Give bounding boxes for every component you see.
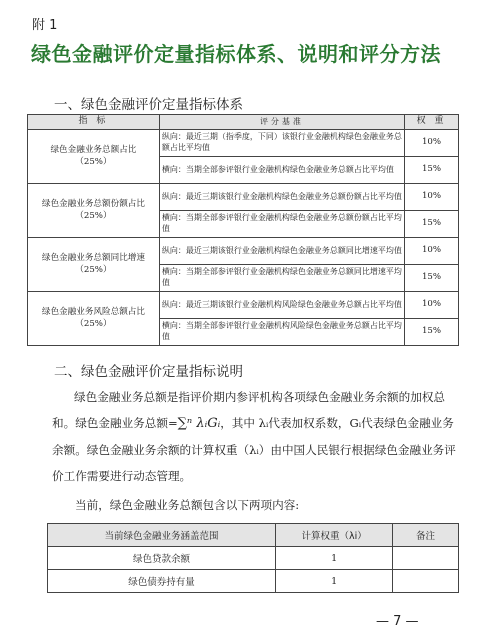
weight-cell: 15% bbox=[405, 265, 459, 292]
indicator-table bbox=[27, 114, 459, 346]
standard-cell: 纵向：最近三期该银行业金融机构绿色金融业务总额同比增速平均值 bbox=[159, 238, 404, 265]
weight-cell: 10% bbox=[405, 130, 459, 157]
weight-cell: 15% bbox=[405, 157, 459, 184]
standard-cell: 纵向：最近三期（指季度，下同）该银行业金融机构绿色金融业务总额占比平均值 bbox=[159, 130, 404, 157]
standard-cell: 横向：当期全部参评银行业金融机构风险绿色金融业务总额占比平均值 bbox=[159, 319, 404, 346]
scope-table bbox=[47, 523, 459, 593]
indicator-name: 绿色金融业务总额占比 bbox=[50, 145, 137, 156]
indicator-cell bbox=[28, 238, 160, 292]
table-row bbox=[28, 238, 459, 265]
indicator-cell bbox=[28, 130, 160, 184]
indicator-table-header bbox=[28, 115, 459, 130]
indicator-name: 绿色金融业务总额同比增速 bbox=[41, 253, 145, 264]
sum-formula: ∑ⁿ λᵢGᵢ bbox=[177, 416, 221, 431]
page-number: — 7 — bbox=[376, 614, 419, 629]
appendix-label: 附 1 bbox=[32, 18, 58, 33]
weight-cell: 10% bbox=[405, 292, 459, 319]
table-row bbox=[28, 130, 459, 157]
table-row bbox=[28, 184, 459, 211]
weight-cell: 10% bbox=[405, 238, 459, 265]
weight-cell: 15% bbox=[405, 319, 459, 346]
scope-cell: 绿色债券持有量 bbox=[48, 570, 276, 593]
indicator-cell bbox=[28, 292, 160, 346]
standard-cell: 横向：当期全部参评银行业金融机构绿色金融业务总额同比增速平均值 bbox=[159, 265, 404, 292]
paragraph-text-a: 绿色金融业务总额是指评价期内参评机构各项绿色金融业务余额的加权总和。绿色金融业务总额= bbox=[52, 390, 446, 430]
explanation-paragraph bbox=[52, 384, 460, 489]
header-indicator: 指 标 bbox=[28, 115, 160, 130]
section1-heading: 一、绿色金融评价定量指标体系 bbox=[54, 97, 243, 113]
indicator-name: 绿色金融业务风险总额占比 bbox=[41, 307, 145, 318]
paragraph-text-b: ，其中 λᵢ代表加权系数，Gᵢ代表绿色金融业务余额。绿色金融业务余额的计算权重（λᵢ）由中国人民银行根据绿色金融业务评价工作需要进行动态管理。 bbox=[52, 416, 456, 483]
standard-cell: 横向：当期全部参评银行业金融机构绿色金融业务总额占比平均值 bbox=[159, 157, 404, 184]
calc-weight-cell: 1 bbox=[276, 547, 393, 570]
standard-cell: 横向：当期全部参评银行业金融机构绿色金融业务总额份额占比平均值 bbox=[159, 211, 404, 238]
header-standard: 评分基准 bbox=[159, 115, 404, 130]
header-calc-weight: 计算权重（λi） bbox=[276, 524, 393, 547]
note-cell bbox=[393, 547, 459, 570]
standard-cell: 纵向：最近三期该银行业金融机构绿色金融业务总额份额占比平均值 bbox=[159, 184, 404, 211]
indicator-weight: （25%） bbox=[75, 210, 112, 221]
indicator-weight: （25%） bbox=[75, 264, 112, 275]
note-cell bbox=[393, 570, 459, 593]
indicator-name: 绿色金融业务总额份额占比 bbox=[41, 199, 145, 210]
scope-table-header bbox=[48, 524, 459, 547]
table-row bbox=[48, 570, 459, 593]
weight-cell: 10% bbox=[405, 184, 459, 211]
scope-cell: 绿色贷款余额 bbox=[48, 547, 276, 570]
page-title: 绿色金融评价定量指标体系、说明和评分方法 bbox=[31, 42, 441, 66]
table-row bbox=[48, 547, 459, 570]
header-scope: 当前绿色金融业务涵盖范围 bbox=[48, 524, 276, 547]
header-note: 备注 bbox=[393, 524, 459, 547]
standard-cell: 纵向：最近三期该银行业金融机构风险绿色金融业务总额占比平均值 bbox=[159, 292, 404, 319]
indicator-weight: （25%） bbox=[75, 318, 112, 329]
indicator-cell bbox=[28, 184, 160, 238]
contents-intro: 当前，绿色金融业务总额包含以下两项内容: bbox=[75, 498, 300, 512]
weight-cell: 15% bbox=[405, 211, 459, 238]
indicator-weight: （25%） bbox=[75, 156, 112, 167]
calc-weight-cell: 1 bbox=[276, 570, 393, 593]
section2-heading: 二、绿色金融评价定量指标说明 bbox=[54, 364, 243, 380]
table-row bbox=[28, 292, 459, 319]
header-weight: 权 重 bbox=[405, 115, 459, 130]
